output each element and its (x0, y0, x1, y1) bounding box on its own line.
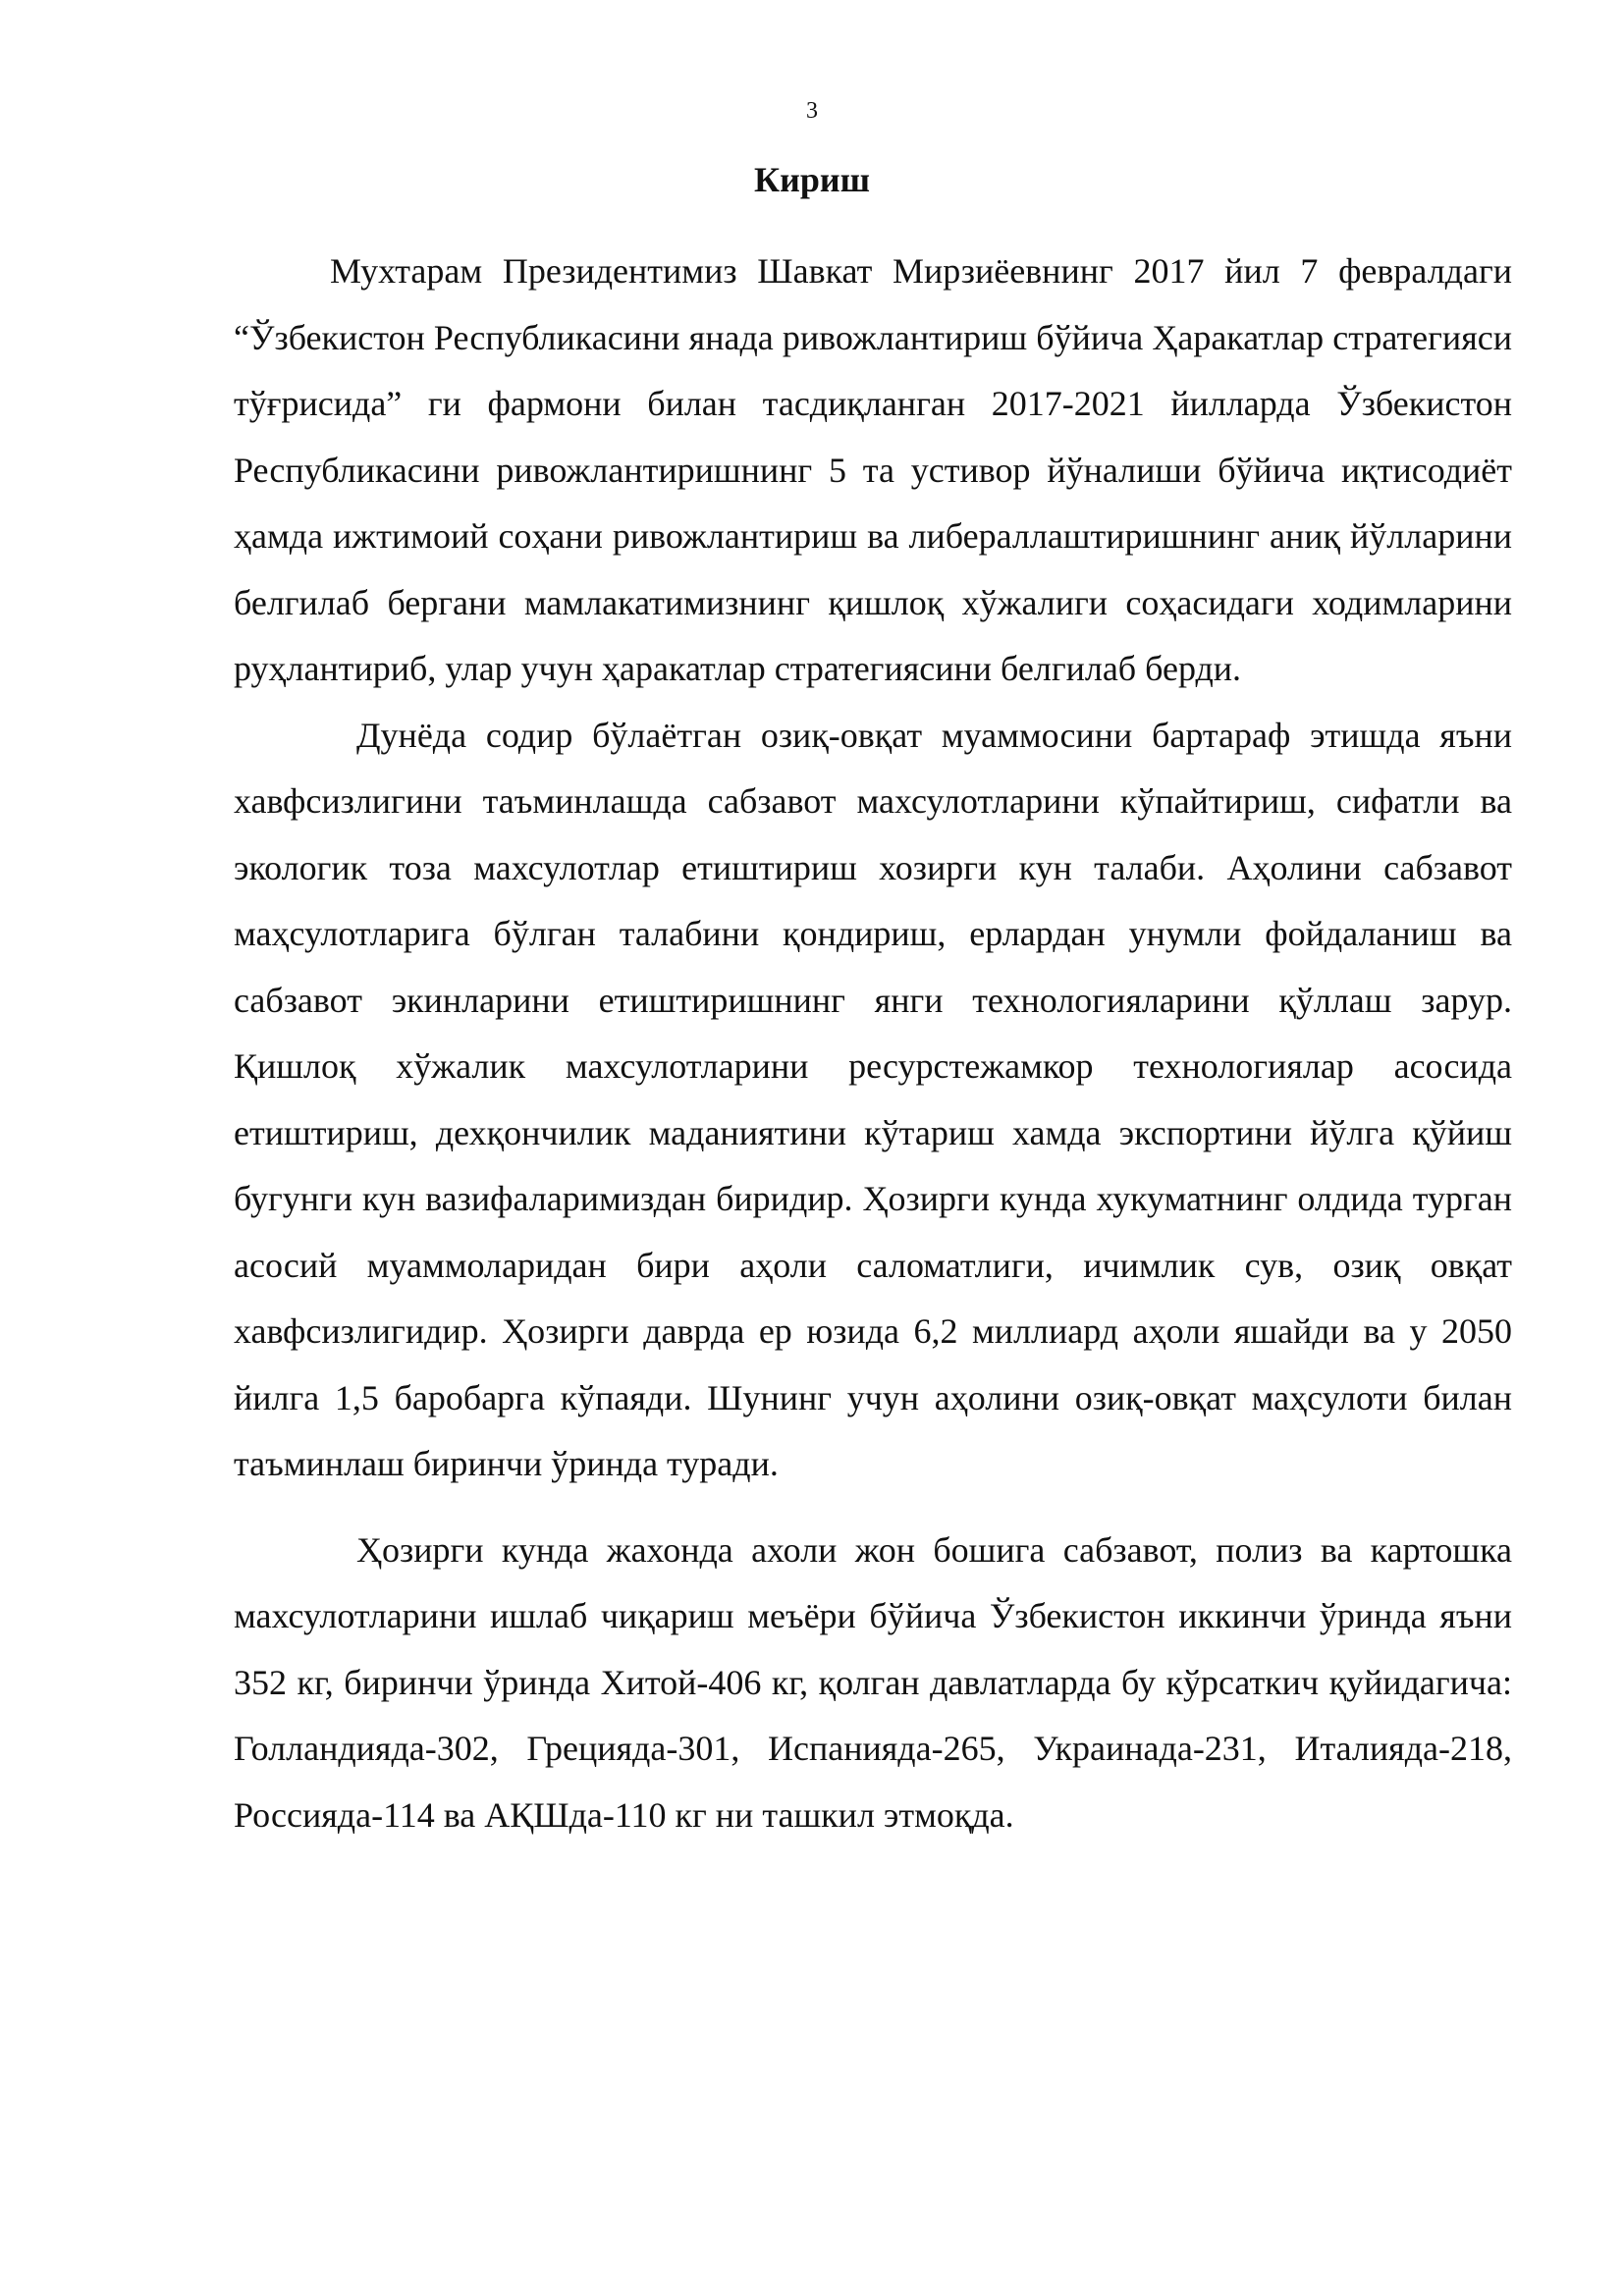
page-title: Кириш (753, 160, 870, 199)
body-text (234, 239, 1512, 1848)
paragraph-3: Ҳозирги кунда жахонда ахоли жон бошига сабзавот, полиз ва картошка махсулотларини ишлаб чиқариш меъёри бўйича Ўзбекистон иккинчи ўринда яъни 352 кг, биринчи ўринда Хитой-406 кг, қолган давлатларда бу кўрсаткич қуйидагича: Голландияда-302, Грецияда-301, Испанияда-265, Украинада-231, Италияда-218, Россияда-114 ва АҚШда-110 кг ни ташкил этмоқда. (234, 1529, 1512, 1835)
page-number: 3 (806, 98, 818, 124)
paragraph-1: Мухтарам Президентимиз Шавкат Мирзиёевнинг 2017 йил 7 февралдаги “Ўзбекистон Республикасини янада ривожлантириш бўйича Ҳаракатлар стратегияси тўғрисида” ги фармони билан тасдиқланган 2017-2021 йилларда Ўзбекистон Республикасини ривожлантиришнинг 5 та устивор йўналиши бўйича иқтисодиёт ҳамда ижтимоий соҳани ривожлантириш ва либераллаштиришнинг аниқ йўлларини белгилаб бергани мамлакатимизнинг қишлоқ хўжалиги соҳасидаги ходимларини руҳлантириб, улар учун ҳаракатлар стратегиясини белгилаб берди. (234, 251, 1512, 688)
paragraph-2: Дунёда содир бўлаётган озиқ-овқат муаммосини бартараф этишда яъни хавфсизлигини таъминлашда сабзавот махсулотларини кўпайтириш, сифатли ва экологик тоза махсулотлар етиштириш хозирги кун талаби. Аҳолини сабзавот маҳсулотларига бўлган талабини қондириш, ерлардан унумли фойдаланиш ва сабзавот экинларини етиштиришнинг янги технологияларини қўллаш зарур. Қишлоқ хўжалик махсулотларини ресурстежамкор технологиялар асосида етиштириш, дехқончилик маданиятини кўтариш хамда экспортини йўлга қўйиш бугунги кун вазифаларимиздан биридир. Ҳозирги кунда хукуматнинг олдида турган асосий муаммоларидан бири аҳоли саломатлиги, ичимлик сув, озиқ овқат хавфсизлигидир. Ҳозирги даврда ер юзида 6,2 миллиард аҳоли яшайди ва у 2050 йилга 1,5 баробарга кўпаяди. Шунинг учун аҳолини озиқ-овқат маҳсулоти билан таъминлаш биринчи ўринда туради. (234, 715, 1512, 1483)
